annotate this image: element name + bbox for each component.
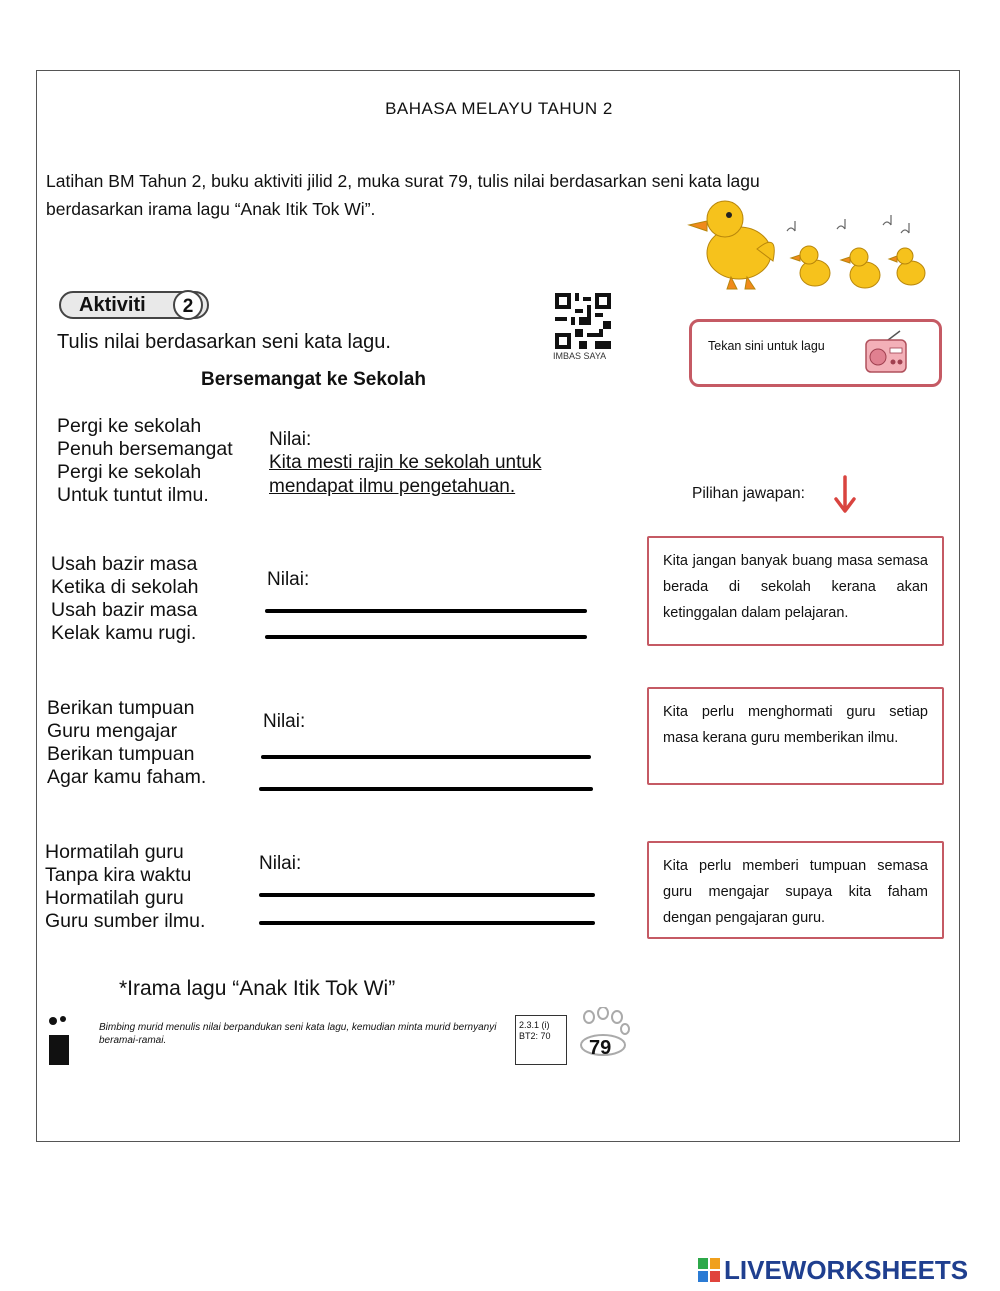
page-title: BAHASA MELAYU TAHUN 2 [385, 99, 613, 118]
verse-2 [51, 553, 198, 645]
verse-3 [47, 697, 206, 789]
ducks-illustration [687, 191, 935, 301]
activity-instruction: Tulis nilai berdasarkan seni kata lagu. [57, 331, 391, 353]
answer-drop-zone-3b[interactable] [259, 787, 593, 791]
example-answer-line: mendapat ilmu pengetahuan. [269, 476, 516, 497]
activity-badge [59, 291, 209, 319]
verse-line: Ketika di sekolah [51, 576, 199, 598]
activity-number: 2 [173, 290, 203, 320]
answer-drop-zone-4a[interactable] [259, 893, 595, 897]
verse-line: Usah bazir masa [51, 553, 198, 575]
verse-line: Guru mengajar [47, 720, 178, 742]
verse-line: Agar kamu faham. [47, 766, 207, 788]
verse-line: Tanpa kira waktu [45, 864, 192, 886]
verse-line: Pergi ke sekolah [57, 461, 202, 483]
verse-4 [45, 841, 205, 933]
verse-line: Usah bazir masa [51, 599, 198, 621]
verse-line: Kelak kamu rugi. [51, 622, 197, 644]
brand-name: LIVEWORKSHEETS [724, 1255, 969, 1285]
radio-icon [864, 330, 908, 376]
liveworksheets-logo [698, 1255, 994, 1285]
choice-card-1[interactable]: Kita jangan banyak buang masa semasa berada di sekolah kerana akan ketinggalan dalam pelajaran. [647, 536, 944, 646]
verse-line: Untuk tuntut ilmu. [57, 484, 209, 506]
qr-label: IMBAS SAYA [553, 351, 607, 361]
activity-label: Aktiviti [79, 294, 146, 316]
verse-line: Guru sumber ilmu. [45, 910, 206, 932]
answer-drop-zone-4b[interactable] [259, 921, 595, 925]
answer-drop-zone-2b[interactable] [265, 635, 587, 639]
choice-card-3[interactable]: Kita perlu memberi tumpuan semasa guru mengajar supaya kita faham dengan pengajaran guru. [647, 841, 944, 939]
verse-line: Penuh bersemangat [57, 438, 233, 460]
intro-line-2: berdasarkan irama lagu “Anak Itik Tok Wi”. [46, 199, 376, 219]
choice-card-2[interactable]: Kita perlu menghormati guru setiap masa kerana guru memberikan ilmu. [647, 687, 944, 785]
play-song-button[interactable] [689, 319, 942, 387]
verse-line: Berikan tumpuan [47, 743, 195, 765]
example-answer-line: Kita mesti rajin ke sekolah untuk [269, 452, 542, 473]
song-title: Bersemangat ke Sekolah [201, 369, 426, 390]
verse-line: Hormatilah guru [45, 841, 184, 863]
reference-line-1: 2.3.1 (i) [519, 1020, 550, 1030]
qr-code-icon [555, 293, 611, 349]
answer-drop-zone-2a[interactable] [265, 609, 587, 613]
nilai-label: Nilai: [259, 853, 302, 874]
verse-line: Berikan tumpuan [47, 697, 195, 719]
example-answer [269, 451, 541, 499]
reference-line-2: BT2: 70 [519, 1031, 551, 1041]
answer-drop-zone-3a[interactable] [261, 755, 591, 759]
verse-1 [57, 415, 233, 507]
intro-line-1: Latihan BM Tahun 2, buku aktiviti jilid 2, muka surat 79, tulis nilai berdasarkan seni kata lagu [46, 171, 760, 191]
page-number: 79 [589, 1037, 612, 1059]
curriculum-reference [515, 1015, 567, 1065]
choices-heading: Pilihan jawapan: [692, 485, 805, 502]
teacher-footnote: Bimbing murid menulis nilai berpandukan seni kata lagu, kemudian minta murid bernyanyi beramai-ramai. [99, 1022, 497, 1046]
worksheet [36, 70, 960, 1142]
arrow-down-icon [833, 475, 857, 515]
nilai-label: Nilai: [269, 429, 312, 450]
nilai-label: Nilai: [263, 711, 306, 732]
verse-line: Pergi ke sekolah [57, 415, 202, 437]
verse-line: Hormatilah guru [45, 887, 184, 909]
song-rhythm-note: *Irama lagu “Anak Itik Tok Wi” [119, 977, 396, 1000]
liveworksheets-logo-icon [698, 1258, 720, 1282]
nilai-label: Nilai: [267, 569, 310, 590]
teacher-note-icon [47, 1015, 71, 1067]
play-song-label: Tekan sini untuk lagu [708, 339, 825, 353]
